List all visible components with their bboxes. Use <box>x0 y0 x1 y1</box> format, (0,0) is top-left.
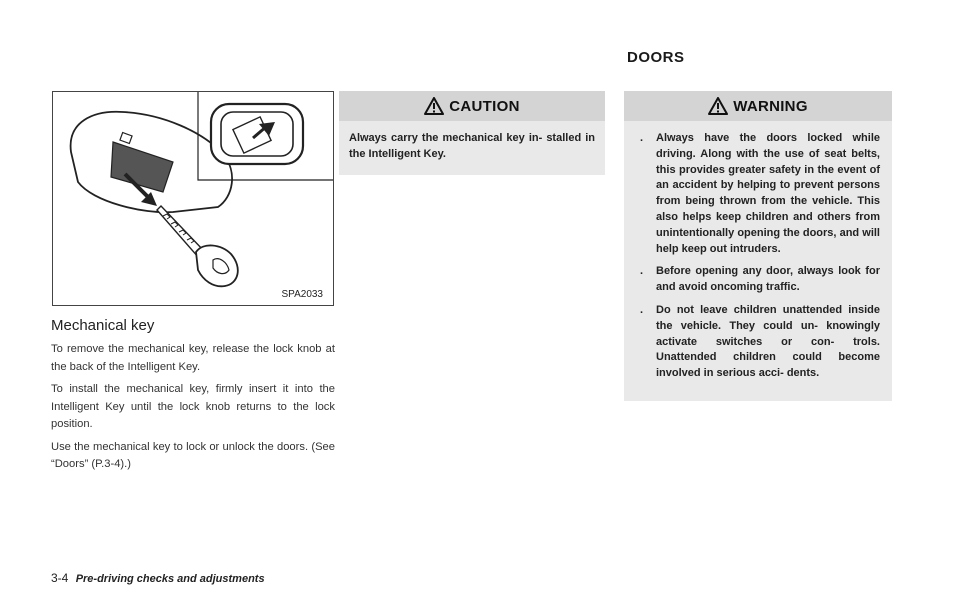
bullet: . <box>640 303 644 316</box>
mechanical-key-illustration <box>52 91 334 306</box>
warning-item-text: Do not leave children unattended inside the vehicle. They could un- knowingly activate switches or con- trols. Unattended children could become involved in serious acci- dents. <box>656 303 880 380</box>
caution-box <box>339 91 605 175</box>
warning-item-text: Before opening any door, always look for and avoid oncoming traffic. <box>656 265 880 294</box>
list-item <box>636 303 880 382</box>
mechanical-key-body <box>51 341 335 479</box>
paragraph: Use the mechanical key to lock or unlock the doors. (See “Doors” (P.3-4).) <box>51 440 335 470</box>
paragraph: To install the mechanical key, firmly insert it into the Intelligent Key until the lock knob returns to the lock position. <box>51 383 335 430</box>
mechanical-key-heading: Mechanical key <box>51 317 155 334</box>
list-item <box>636 131 880 257</box>
warning-box <box>624 91 892 401</box>
caution-text: Always carry the mechanical key in- stalled in the Intelligent Key. <box>339 121 605 175</box>
bullet: . <box>640 132 644 144</box>
caution-header <box>339 91 605 121</box>
page-number: 3-4 <box>51 571 69 585</box>
key-drawing <box>53 92 333 305</box>
warning-header <box>624 91 892 121</box>
warning-body <box>624 121 892 401</box>
bullet: . <box>640 265 644 278</box>
warning-item-text: Always have the doors locked while driving. Along with the use of seat belts, this provides greater safety in the event of an accident by helping to prevent persons from being thrown from the vehicle. This also helps keep children and others from unintentionally opening the doors, and will help keep out intruders. <box>656 132 880 255</box>
paragraph: To remove the mechanical key, release the lock knob at the back of the Intelligent Key. <box>51 343 335 373</box>
figure-caption: SPA2033 <box>281 289 323 300</box>
caution-label: CAUTION <box>449 97 520 115</box>
section-title: DOORS <box>627 49 685 66</box>
chapter-title: Pre-driving checks and adjustments <box>75 573 265 585</box>
list-item <box>636 264 880 296</box>
page-footer <box>51 571 265 585</box>
warning-triangle-icon <box>708 97 728 115</box>
warning-list <box>636 131 880 382</box>
warning-triangle-icon <box>424 97 444 115</box>
warning-label: WARNING <box>733 97 808 115</box>
